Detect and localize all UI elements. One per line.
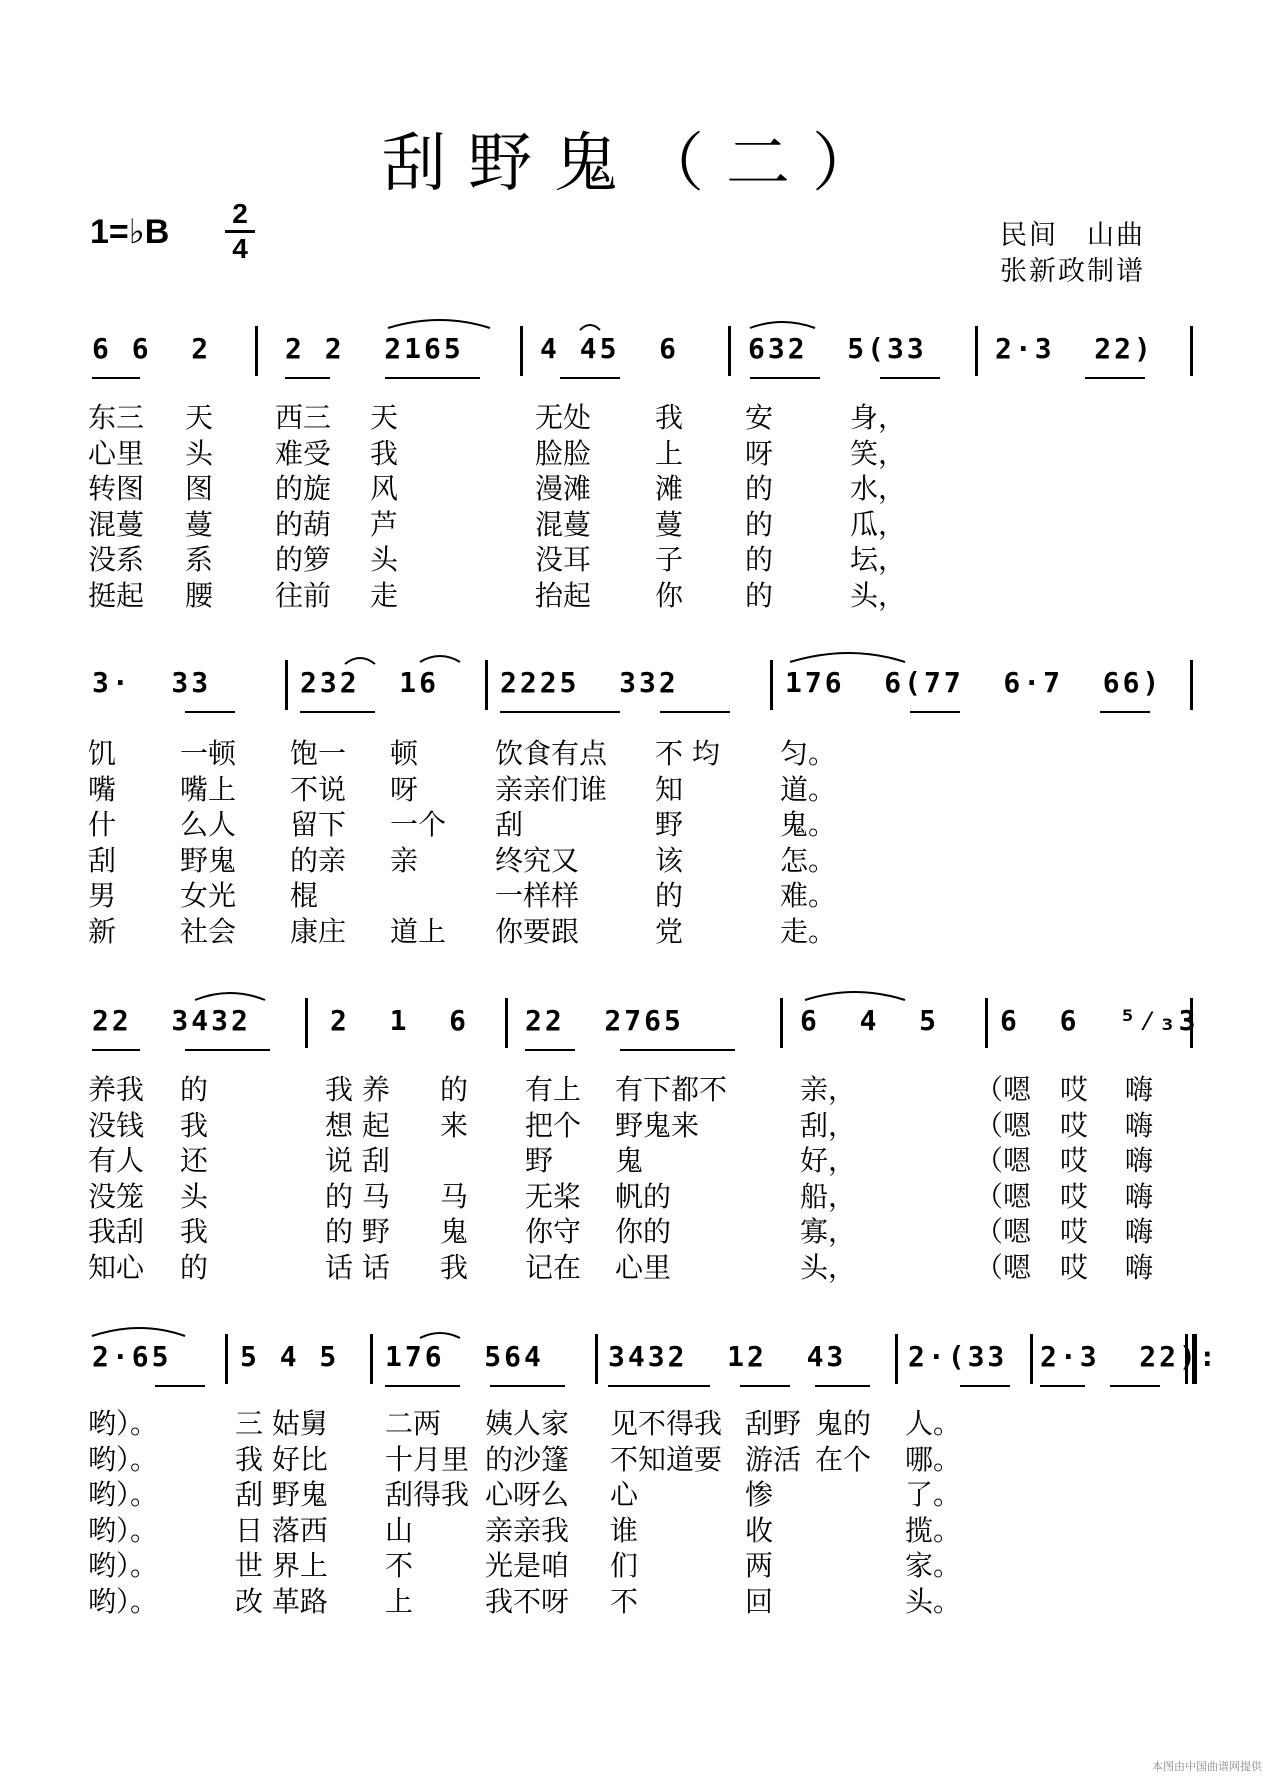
lyric-word: 走。: [780, 914, 837, 948]
lyric-word: 嗨: [1125, 1179, 1154, 1213]
lyric-verse-6: [0, 1584, 1280, 1620]
lyric-word: 的: [180, 1073, 209, 1106]
lyric-word: 有下都不: [615, 1073, 728, 1106]
lyric-word: 一样样: [495, 879, 580, 912]
lyric-word: 谁: [610, 1513, 639, 1547]
lyric-word: 不说: [290, 772, 347, 806]
lyric-word: 头: [185, 436, 214, 470]
lyric-word: 头: [180, 1179, 209, 1213]
lyric-word: 日 落西: [235, 1513, 328, 1547]
lyric-word: 我 好比: [235, 1442, 328, 1476]
lyric-word: 我不呀: [485, 1584, 570, 1618]
lyric-word: （嗯: [975, 1108, 1032, 1142]
lyric-word: 女光: [180, 879, 237, 912]
lyric-word: 亲，: [800, 1073, 857, 1106]
lyric-word: 走: [370, 578, 399, 612]
measure: 5 4 5: [240, 1340, 340, 1373]
measure: 2·3 22):: [1040, 1340, 1219, 1373]
measure: 176 564: [385, 1340, 544, 1373]
lyrics-system-4: [0, 1406, 1280, 1619]
lyric-word: 东三: [88, 401, 145, 434]
lyric-word: （嗯: [975, 1215, 1032, 1248]
lyric-word: 该: [655, 843, 684, 877]
lyric-word: 康庄: [290, 914, 347, 948]
lyric-word: 把个: [525, 1108, 582, 1142]
lyric-word: 你守: [525, 1215, 582, 1248]
lyric-word: 刮野: [745, 1407, 802, 1440]
measure: 22 3432: [92, 1004, 251, 1037]
lyric-verse-5: [0, 878, 1280, 914]
lyric-word: 心: [610, 1478, 639, 1511]
lyric-word: 头。: [905, 1584, 962, 1618]
lyric-word: 帆的: [615, 1179, 672, 1213]
lyric-word: 知心: [88, 1250, 145, 1284]
lyric-word: 道。: [780, 772, 837, 806]
lyric-verse-3: [0, 807, 1280, 843]
lyric-word: 天: [370, 401, 399, 434]
lyric-word: 收: [745, 1513, 774, 1547]
lyrics-system-1: [0, 400, 1280, 613]
measure: 2·3 22): [995, 332, 1154, 365]
lyric-word: 的旋: [275, 472, 332, 505]
measure: 3· 33: [92, 666, 212, 699]
lyric-word: 哟）。: [88, 1407, 159, 1440]
measure: 6 4 5: [800, 1004, 940, 1037]
measure: 2·65: [92, 1340, 172, 1373]
lyric-word: 我: [655, 401, 684, 434]
lyric-verse-6: [0, 914, 1280, 950]
lyric-word: 笑，: [850, 436, 907, 470]
lyric-word: 家。: [905, 1549, 962, 1582]
lyric-word: 了。: [905, 1478, 962, 1511]
lyric-word: 亲: [390, 843, 419, 877]
lyric-word: 蔓: [655, 507, 684, 541]
lyric-word: 野: [655, 808, 684, 841]
staff-system-1: [0, 318, 1280, 388]
lyric-word: 挺起: [88, 578, 145, 612]
lyric-word: 马: [440, 1179, 469, 1213]
lyric-word: 的 野: [325, 1215, 390, 1248]
lyric-word: 的: [655, 879, 684, 912]
lyric-word: 心里: [88, 436, 145, 470]
measure: 2·(33: [908, 1340, 1008, 1373]
lyric-word: 你要跟: [495, 914, 580, 948]
lyric-word: （嗯: [975, 1073, 1032, 1106]
measure: 4 45 6: [540, 332, 680, 365]
lyric-word: 不: [610, 1584, 639, 1618]
measure: 2225 332: [500, 666, 679, 699]
lyric-verse-3: [0, 471, 1280, 507]
measure: 232 16: [300, 666, 440, 699]
lyric-verse-1: [0, 1406, 1280, 1442]
lyric-word: 无桨: [525, 1179, 582, 1213]
lyric-word: 什: [88, 808, 117, 841]
lyric-word: 亲亲我: [485, 1513, 570, 1547]
lyric-word: 的: [745, 578, 774, 612]
lyric-word: 系: [185, 543, 214, 576]
lyric-word: 们: [610, 1549, 639, 1582]
lyric-word: 来: [440, 1108, 469, 1142]
lyric-word: 的: [745, 507, 774, 541]
lyric-word: 天: [185, 401, 214, 434]
lyric-verse-4: [0, 507, 1280, 543]
lyric-word: 你: [655, 578, 684, 612]
lyric-word: 水，: [850, 472, 907, 505]
lyric-word: 鬼: [440, 1215, 469, 1248]
lyric-verse-4: [0, 1513, 1280, 1549]
lyric-word: 党: [655, 914, 684, 948]
lyric-word: 新: [88, 914, 117, 948]
lyric-word: 哎: [1060, 1250, 1089, 1284]
lyric-word: 哟）。: [88, 1513, 159, 1547]
lyric-word: 的: [180, 1250, 209, 1284]
lyric-word: 哟）。: [88, 1584, 159, 1618]
lyric-word: 往前: [275, 578, 332, 612]
lyric-word: 鬼: [615, 1144, 644, 1177]
lyric-word: 野鬼: [180, 843, 237, 877]
lyric-word: 不知道要: [610, 1442, 723, 1476]
lyric-word: 图: [185, 472, 214, 505]
lyric-verse-2: [0, 772, 1280, 808]
lyric-word: 的葫: [275, 507, 332, 541]
lyric-word: 哟）。: [88, 1478, 159, 1511]
lyric-word: 滩: [655, 472, 684, 505]
lyric-word: 二两: [385, 1407, 442, 1440]
lyric-verse-2: [0, 1442, 1280, 1478]
lyric-word: 道上: [390, 914, 447, 948]
lyric-word: 嗨: [1125, 1215, 1154, 1248]
lyric-word: 混蔓: [88, 507, 145, 541]
lyric-word: 改 革路: [235, 1584, 328, 1618]
lyric-word: 姨人家: [485, 1407, 570, 1440]
lyric-word: 刮: [495, 808, 524, 841]
lyric-word: 腰: [185, 578, 214, 612]
lyric-word: 难受: [275, 436, 332, 470]
lyric-word: 安: [745, 401, 774, 434]
lyric-word: 瓜，: [850, 507, 907, 541]
lyrics-system-3: [0, 1072, 1280, 1285]
lyric-word: 船，: [800, 1179, 857, 1213]
lyric-word: 饮食有点: [495, 737, 608, 770]
slurs-system-1: [0, 318, 1280, 388]
lyric-word: 寡，: [800, 1215, 857, 1248]
lyric-word: 没系: [88, 543, 145, 576]
lyric-word: 呀: [745, 436, 774, 470]
lyric-word: 匀。: [780, 737, 837, 770]
lyric-word: 好，: [800, 1144, 857, 1177]
lyric-word: 的 马: [325, 1179, 390, 1213]
lyric-word: 社会: [180, 914, 237, 948]
lyric-verse-5: [0, 1548, 1280, 1584]
time-signature-top: 2: [232, 198, 248, 229]
measure: 176 6(77 6·7 66): [785, 666, 1163, 699]
credit-source: 民间 山曲: [1000, 220, 1145, 251]
credit-arranger: 张新政制谱: [1000, 256, 1145, 287]
lyric-verse-4: [0, 1179, 1280, 1215]
lyric-word: 哎: [1060, 1108, 1089, 1142]
lyric-word: 留下: [290, 808, 347, 841]
lyric-verse-5: [0, 1214, 1280, 1250]
lyric-word: 有上: [525, 1073, 582, 1106]
lyric-word: （嗯: [975, 1144, 1032, 1177]
lyric-word: 头，: [800, 1250, 857, 1284]
staff-system-4: [0, 1326, 1280, 1396]
lyric-word: 世 界上: [235, 1549, 328, 1582]
lyric-word: 的亲: [290, 843, 347, 877]
lyric-word: 么人: [180, 808, 237, 841]
lyric-word: 身，: [850, 401, 907, 434]
lyric-word: 惨: [745, 1478, 774, 1511]
lyric-word: 哟）。: [88, 1549, 159, 1582]
lyric-word: 心呀么: [485, 1478, 570, 1511]
lyric-word: 话 话: [325, 1250, 390, 1284]
lyric-word: 蔓: [185, 507, 214, 541]
lyric-word: 风: [370, 472, 399, 505]
lyric-word: 饱一: [290, 737, 347, 770]
lyric-word: 光是咱: [485, 1549, 570, 1582]
lyric-word: 野鬼来: [615, 1108, 700, 1142]
lyric-word: 没笼: [88, 1179, 145, 1213]
lyric-word: 哎: [1060, 1215, 1089, 1248]
lyric-word: 我: [180, 1215, 209, 1248]
lyric-word: 混蔓: [535, 507, 592, 541]
lyric-word: 没耳: [535, 543, 592, 576]
lyric-word: 抬起: [535, 578, 592, 612]
lyric-word: 一个: [390, 808, 447, 841]
measure: 3432 12 43: [608, 1340, 847, 1373]
lyric-word: 我刮: [88, 1215, 145, 1248]
lyric-word: 的箩: [275, 543, 332, 576]
lyric-word: 十月里: [385, 1442, 470, 1476]
lyric-word: 鬼的: [815, 1407, 872, 1440]
lyric-word: 嗨: [1125, 1108, 1154, 1142]
measure: 6 6 2: [92, 332, 212, 365]
lyric-word: 的: [745, 543, 774, 576]
lyric-word: 头，: [850, 578, 907, 612]
lyric-word: 回: [745, 1584, 774, 1618]
lyric-word: 刮 野鬼: [235, 1478, 328, 1511]
lyric-word: 记在: [525, 1250, 582, 1284]
lyric-word: 怎。: [780, 843, 837, 877]
lyric-verse-6: [0, 1250, 1280, 1286]
lyric-word: 揽。: [905, 1513, 962, 1547]
lyric-word: 哎: [1060, 1144, 1089, 1177]
lyric-word: 我: [180, 1108, 209, 1142]
lyric-word: 亲亲们谁: [495, 772, 608, 806]
lyric-word: 嗨: [1125, 1144, 1154, 1177]
lyric-word: 没钱: [88, 1108, 145, 1142]
measure: 2 2 2165: [285, 332, 464, 365]
lyric-word: 野: [525, 1144, 554, 1177]
lyric-word: 难。: [780, 879, 837, 912]
measure: 632 5(33: [748, 332, 927, 365]
lyric-verse-1: [0, 736, 1280, 772]
staff-system-3: [0, 990, 1280, 1060]
lyric-word: 山: [385, 1513, 414, 1547]
lyric-word: 游活: [745, 1442, 802, 1476]
lyric-verse-3: [0, 1143, 1280, 1179]
lyric-verse-3: [0, 1477, 1280, 1513]
lyric-word: 见不得我: [610, 1407, 723, 1440]
lyric-word: （嗯: [975, 1250, 1032, 1284]
lyric-word: 想 起: [325, 1108, 390, 1142]
lyric-word: 棍: [290, 879, 319, 912]
lyric-verse-2: [0, 1108, 1280, 1144]
lyric-word: 鬼。: [780, 808, 837, 841]
lyric-word: 哎: [1060, 1179, 1089, 1213]
lyric-word: 我: [440, 1250, 469, 1284]
lyric-verse-2: [0, 436, 1280, 472]
lyric-word: 坛，: [850, 543, 907, 576]
lyric-word: 头: [370, 543, 399, 576]
lyric-word: 漫滩: [535, 472, 592, 505]
lyric-word: 还: [180, 1144, 209, 1177]
lyric-verse-4: [0, 843, 1280, 879]
lyric-word: 顿: [390, 737, 419, 770]
lyric-word: 刮得我: [385, 1478, 470, 1511]
lyric-word: 刮，: [800, 1108, 857, 1142]
lyric-word: 子: [655, 543, 684, 576]
lyric-word: 芦: [370, 507, 399, 541]
lyric-word: 终究又: [495, 843, 580, 877]
lyric-verse-1: [0, 400, 1280, 436]
score-title: 刮野鬼（二）: [382, 127, 898, 201]
lyric-word: 不 均: [655, 737, 720, 770]
lyrics-system-2: [0, 736, 1280, 949]
watermark: 本图由中国曲谱网提供: [1152, 1760, 1262, 1773]
measure: 2 1 6: [330, 1004, 470, 1037]
lyric-word: 知: [655, 772, 684, 806]
lyric-verse-6: [0, 578, 1280, 614]
staff-system-2: [0, 652, 1280, 722]
lyric-word: （嗯: [975, 1179, 1032, 1213]
lyric-word: 说 刮: [325, 1144, 390, 1177]
lyric-word: 无处: [535, 401, 592, 434]
lyric-word: 的沙篷: [485, 1442, 570, 1476]
measure: 22 2765: [525, 1004, 684, 1037]
lyric-word: 有人: [88, 1144, 145, 1177]
lyric-word: 哪。: [905, 1442, 962, 1476]
lyric-word: 人。: [905, 1407, 962, 1440]
lyric-verse-5: [0, 542, 1280, 578]
lyric-word: 转图: [88, 472, 145, 505]
lyric-word: 三 姑舅: [235, 1407, 328, 1440]
time-signature: [225, 200, 255, 263]
lyric-word: 我: [370, 436, 399, 470]
lyric-word: 男: [88, 879, 117, 912]
lyric-word: 嘴上: [180, 772, 237, 806]
lyric-word: 上: [385, 1584, 414, 1618]
key-signature: 1=♭B: [90, 213, 170, 251]
lyric-word: 西三: [275, 401, 332, 434]
lyric-word: 心里: [615, 1250, 672, 1284]
slurs-system-3: [0, 990, 1280, 1060]
time-signature-bottom: 4: [232, 233, 248, 264]
lyric-word: 你的: [615, 1215, 672, 1248]
lyric-word: 饥: [88, 737, 117, 770]
slurs-system-4: [0, 1326, 1280, 1396]
lyric-word: 上: [655, 436, 684, 470]
measure: 6 6 ⁵⁄₃3: [1000, 1004, 1199, 1037]
slurs-system-2: [0, 652, 1280, 722]
lyric-word: 的: [440, 1073, 469, 1106]
credits: [1000, 218, 1145, 290]
lyric-verse-1: [0, 1072, 1280, 1108]
lyric-word: 养我: [88, 1073, 145, 1106]
lyric-word: 我 养: [325, 1073, 390, 1106]
lyric-word: 嘴: [88, 772, 117, 806]
lyric-word: 哟）。: [88, 1442, 159, 1476]
lyric-word: 的: [745, 472, 774, 505]
lyric-word: 脸脸: [535, 436, 592, 470]
lyric-word: 不: [385, 1549, 414, 1582]
lyric-word: 一顿: [180, 737, 237, 770]
lyric-word: 呀: [390, 772, 419, 806]
lyric-word: 嗨: [1125, 1250, 1154, 1284]
lyric-word: 嗨: [1125, 1073, 1154, 1106]
lyric-word: 哎: [1060, 1073, 1089, 1106]
lyric-word: 刮: [88, 843, 117, 877]
lyric-word: 两: [745, 1549, 774, 1582]
lyric-word: 在个: [815, 1442, 872, 1476]
